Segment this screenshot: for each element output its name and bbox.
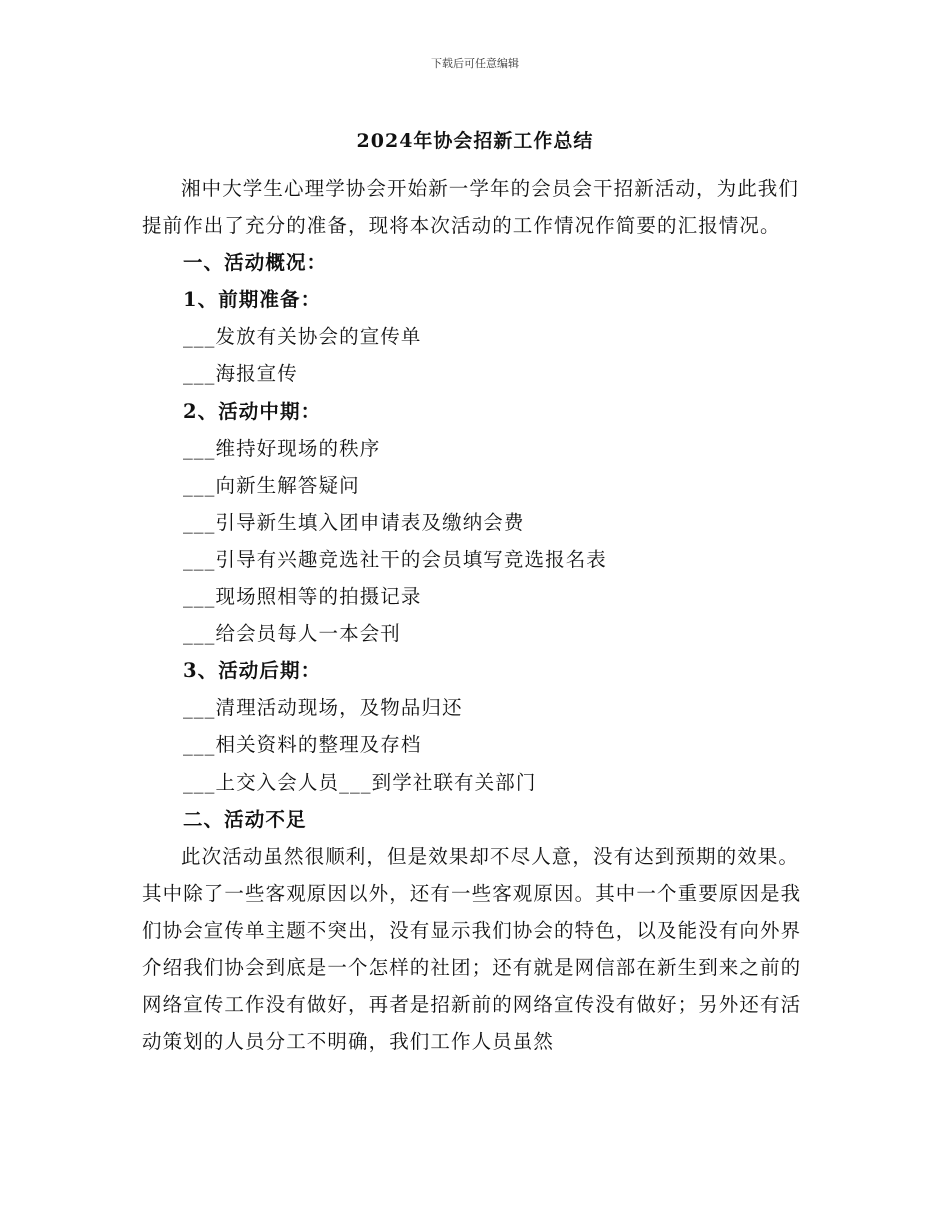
intro-paragraph: 湘中大学生心理学协会开始新一学年的会员会干招新活动，为此我们提前作出了充分的准备，现将本次活动的工作情况作简要的汇报情况。 xyxy=(142,177,800,238)
list-item: ___相关资料的整理及存档 xyxy=(182,733,422,757)
list-item: ___海报宣传 xyxy=(182,362,298,386)
subheading-midterm: 2、活动中期： xyxy=(182,399,322,423)
section-heading-shortcomings: 二、活动不足 xyxy=(182,807,307,831)
list-item: ___清理活动现场，及物品归还 xyxy=(182,696,463,720)
list-item: ___引导有兴趣竞选社干的会员填写竞选报名表 xyxy=(182,547,607,571)
list-item: ___向新生解答疑问 xyxy=(182,473,360,497)
header-note: 下载后可任意编辑 xyxy=(431,57,519,70)
list-item: ___维持好现场的秩序 xyxy=(182,436,381,460)
document-title: 2024年协会招新工作总结 xyxy=(356,130,594,152)
subheading-aftermath: 3、活动后期： xyxy=(182,659,322,683)
subheading-preparation: 1、前期准备： xyxy=(182,288,322,312)
list-item: ___上交入会人员___到学社联有关部门 xyxy=(182,770,537,794)
list-item: ___引导新生填入团申请表及缴纳会费 xyxy=(182,510,525,534)
list-item: ___发放有关协会的宣传单 xyxy=(182,325,422,349)
list-item: ___现场照相等的拍摄记录 xyxy=(182,585,422,609)
shortcomings-paragraph: 此次活动虽然很顺利，但是效果却不尽人意，没有达到预期的效果。其中除了一些客观原因以外，还有一些客观原因。其中一个重要原因是我们协会宣传单主题不突出，没有显示我们协会的特色，以及能没有向外界介绍我们协会到底是一个怎样的社团；还有就是网信部在新生到来之前的网络宣传工作没有做好，再者是招新前的网络宣传没有做好；另外还有活动策划的人员分工不明确，我们工作人员虽然 xyxy=(142,844,802,1054)
list-item: ___给会员每人一本会刊 xyxy=(182,622,401,646)
document-body xyxy=(142,170,810,1060)
section-heading-overview: 一、活动概况： xyxy=(182,251,328,275)
